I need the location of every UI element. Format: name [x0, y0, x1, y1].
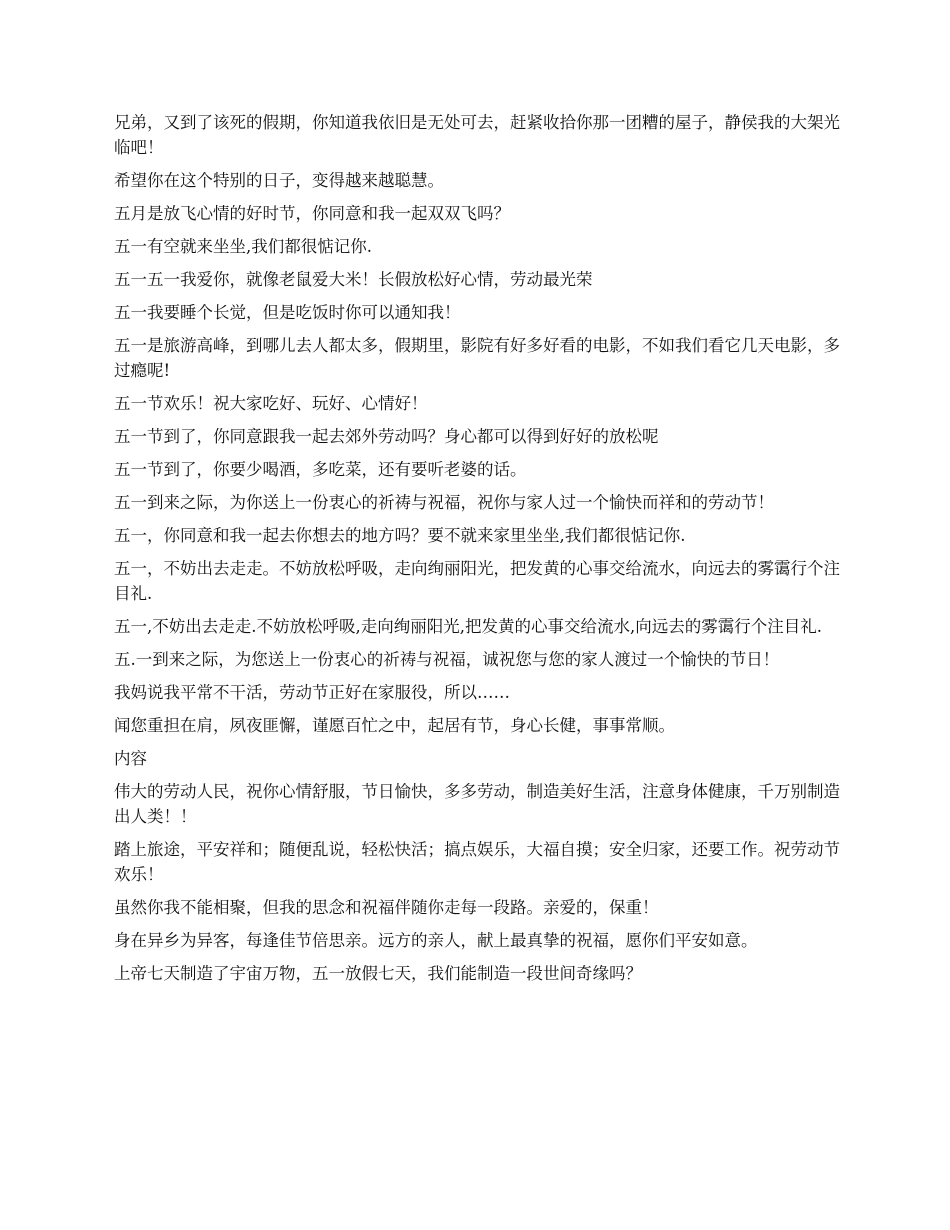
- paragraph-22: 身在异乡为异客，每逢佳节倍思亲。远方的亲人，献上最真挚的祝福，愿你们平安如意。: [114, 931, 758, 950]
- paragraph-16: 我妈说我平常不干活，劳动节正好在家服役，所以……: [114, 683, 510, 702]
- paragraph-15: 五.一到来之际，为您送上一份衷心的祈祷与祝福，诚祝您与您的家人渡过一个愉快的节日！: [114, 650, 780, 669]
- paragraph-4: 五一有空就来坐坐,我们都很惦记你.: [114, 237, 372, 256]
- paragraph-19: 伟大的劳动人民，祝你心情舒服，节日愉快，多多劳动，制造美好生活，注意身体健康，千万别制造出人类！！: [114, 782, 840, 826]
- paragraph-9: 五一节到了，你同意跟我一起去郊外劳动吗？身心都可以得到好好的放松呢: [114, 427, 659, 446]
- paragraph-21: 虽然你我不能相聚，但我的思念和祝福伴随你走每一段路。亲爱的，保重！: [114, 898, 659, 917]
- paragraph-2: 希望你在这个特别的日子，变得越来越聪慧。: [114, 171, 444, 190]
- paragraph-14: 五一,不妨出去走走.不妨放松呼吸,走向绚丽阳光,把发黄的心事交给流水,向远去的雾霭行个注目礼.: [114, 617, 822, 636]
- paragraph-6: 五一我要睡个长觉，但是吃饭时你可以通知我！: [114, 303, 461, 322]
- paragraph-11: 五一到来之际，为你送上一份衷心的祈祷与祝福，祝你与家人过一个愉快而祥和的劳动节！: [114, 493, 774, 512]
- paragraph-8: 五一节欢乐！祝大家吃好、玩好、心情好！: [114, 394, 428, 413]
- paragraph-20: 踏上旅途，平安祥和；随便乱说，轻松快活；搞点娱乐，大福自摸；安全归家，还要工作。祝劳动节欢乐！: [114, 840, 840, 884]
- paragraph-12: 五一，你同意和我一起去你想去的地方吗？要不就来家里坐坐,我们都很惦记你.: [114, 526, 686, 545]
- document-page: [114, 110, 844, 994]
- paragraph-23: 上帝七天制造了宇宙万物，五一放假七天，我们能制造一段世间奇缘吗？: [114, 964, 642, 983]
- paragraph-1: 兄弟，又到了该死的假期，你知道我依旧是无处可去，赶紧收拾你那一团糟的屋子，静侯我的大架光临吧！: [114, 113, 840, 157]
- paragraph-10: 五一节到了，你要少喝酒，多吃菜，还有要听老婆的话。: [114, 460, 527, 479]
- paragraph-5: 五一五一我爱你，就像老鼠爱大米！长假放松好心情，劳动最光荣: [114, 270, 593, 289]
- paragraph-7: 五一是旅游高峰，到哪儿去人都太多，假期里，影院有好多好看的电影，不如我们看它几天电影，多过瘾呢!: [114, 336, 840, 380]
- paragraph-17: 闻您重担在肩，夙夜匪懈，谨愿百忙之中，起居有节，身心长健，事事常顺。: [114, 716, 675, 735]
- paragraph-13: 五一，不妨出去走走。不妨放松呼吸，走向绚丽阳光，把发黄的心事交给流水，向远去的雾霭行个注目礼.: [114, 559, 840, 603]
- section-heading: 内容: [114, 749, 147, 768]
- paragraph-3: 五月是放飞心情的好时节，你同意和我一起双双飞吗？: [114, 204, 510, 223]
